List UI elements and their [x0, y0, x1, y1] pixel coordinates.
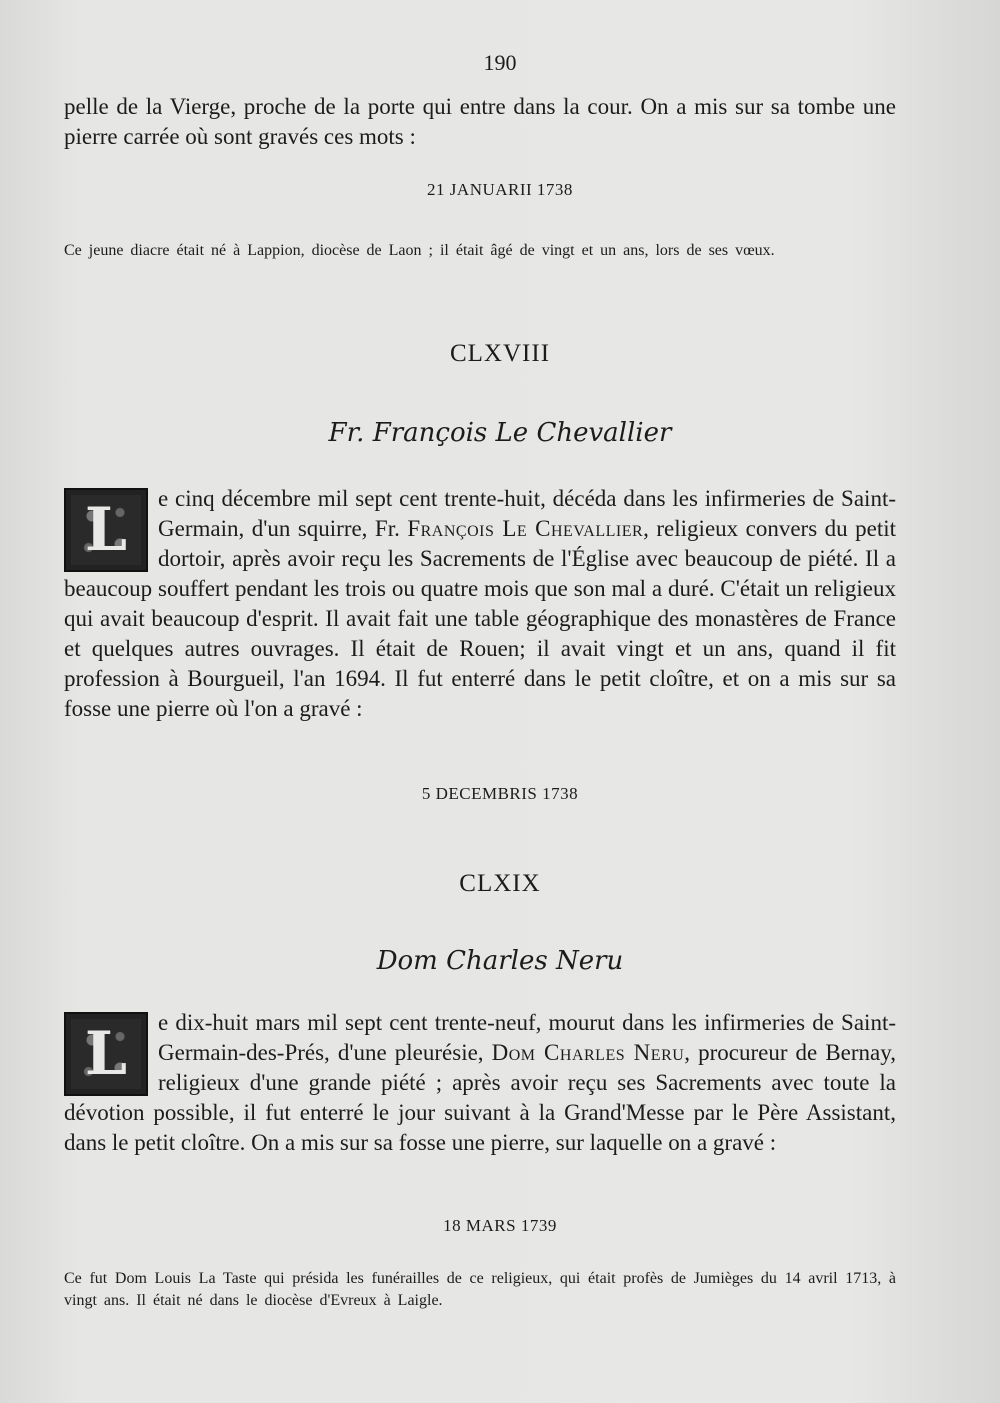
section-title-neru: Dom Charles Neru: [376, 946, 624, 976]
intro-footnote: Ce jeune diacre était né à Lappion, diocèse de Laon ; il était âgé de vingt et un ans, lors de ses vœux.: [64, 242, 775, 259]
dropcap-letter: L: [84, 495, 128, 565]
intro-paragraph: pelle de la Vierge, proche de la porte qui entre dans la cour. On a mis sur sa tombe une pierre carrée où sont gravés ces mots :: [64, 94, 896, 149]
entry-subject-name: Dom Charles Neru: [491, 1040, 685, 1065]
neru-footnote: Ce fut Dom Louis La Taste qui présida les funérailles de ce religieux, qui était profès de Jumièges du 14 avril 1713, à vingt ans. Il était né dans le diocèse d'Evreux à Laigle.: [64, 1270, 896, 1309]
dropcap-letter: L: [84, 1019, 128, 1089]
entry-text-start: e dix-huit mars mil sept cent trente-neuf, mourut dans les infirmeries de Saint-Germain-des-Prés, d'une pleurésie,: [158, 1010, 896, 1065]
ornamental-dropcap: [64, 488, 148, 572]
section-title-chevallier: Fr. François Le Chevallier: [328, 418, 672, 448]
section-numeral-clxviii: CLXVIII: [449, 340, 551, 367]
entry-text-rest: , procureur de Bernay, religieux d'une grande piété ; après avoir reçu ses Sacrements avec toute la dévotion possible, il fut enterré le jour suivant à la Grand'Messe par le Père Assistant, dans le petit cloître. On a mis sur sa fosse une pierre, sur laquelle on a gravé :: [64, 1040, 896, 1155]
page-number: 190: [483, 50, 517, 75]
section-numeral-clxix: CLXIX: [459, 870, 541, 897]
entry-paragraph-chevallier: [64, 484, 896, 724]
entry-paragraph-neru: [64, 1008, 896, 1158]
intro-epitaph: 21 JANUARII 1738: [427, 180, 573, 199]
entry-subject-name: François Le Chevallier: [407, 516, 644, 541]
ornamental-dropcap: [64, 1012, 148, 1096]
epitaph-neru: 18 MARS 1739: [443, 1216, 557, 1235]
entry-text-rest: , religieux convers du petit dortoir, après avoir reçu les Sacrements de l'Église avec beaucoup de piété. Il a beaucoup souffert pendant les trois ou quatre mois que son mal a duré. C'était un religieux qui avait beaucoup d'esprit. Il avait fait une table géographique des monastères de France et quelques autres ouvrages. Il était de Rouen; il avait vingt et un ans, quand il fit profession à Bourgueil, l'an 1694. Il fut enterré dans le petit cloître, et on a mis sur sa fosse une pierre où l'on a gravé :: [64, 516, 896, 721]
entry-text-start: e cinq décembre mil sept cent trente-huit, décéda dans les infirmeries de Saint-Germain, d'un squirre, Fr.: [158, 486, 896, 541]
epitaph-chevallier: 5 DECEMBRIS 1738: [421, 784, 579, 803]
